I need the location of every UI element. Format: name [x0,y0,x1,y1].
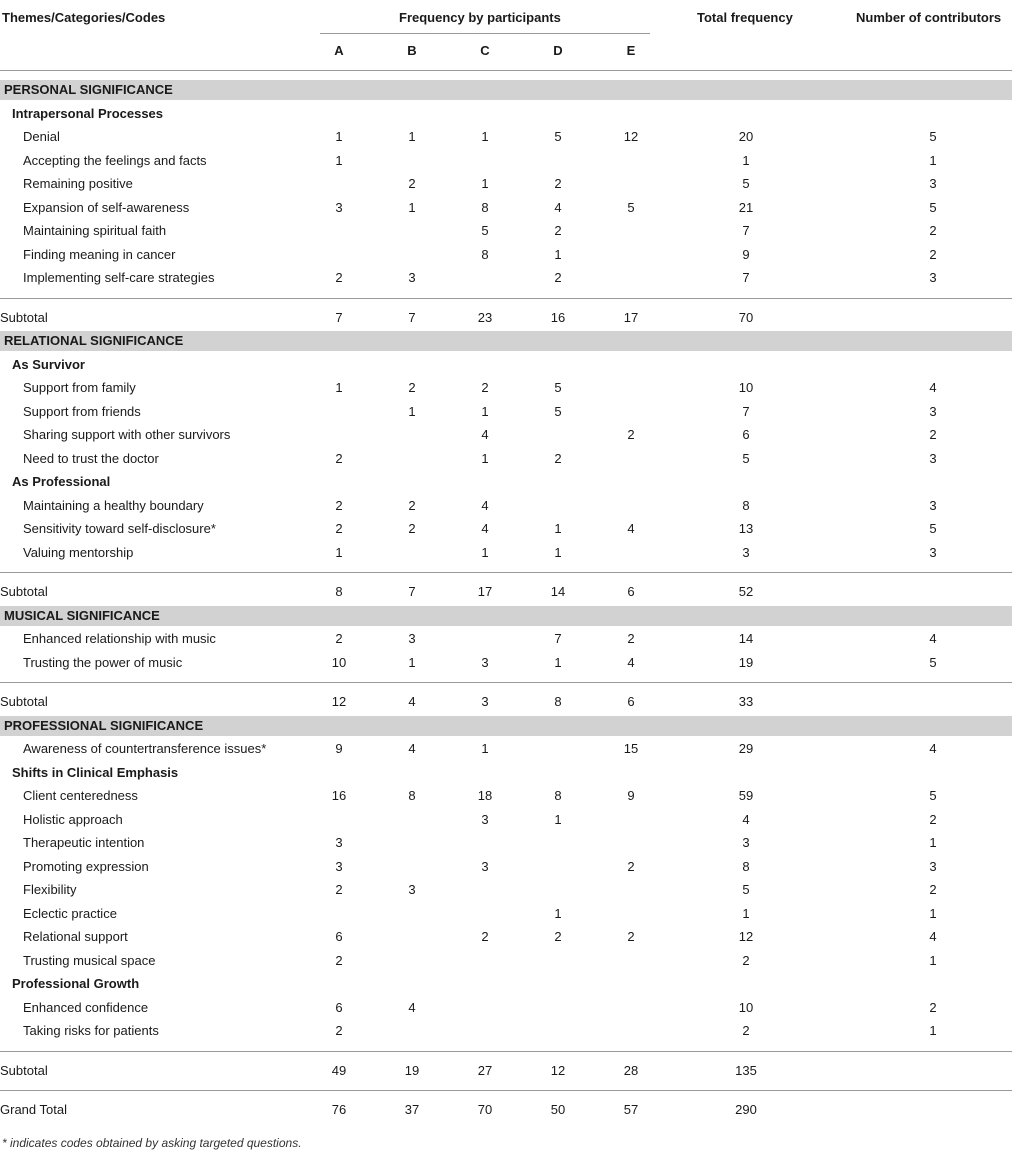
cell-a: 49 [331,1062,347,1078]
cell-contrib: 5 [929,788,937,803]
subtotal-rule [0,298,1012,299]
code-row-label: Eclectic practice [23,905,117,921]
cell-total: 5 [742,176,750,191]
code-row-label: Support from friends [23,403,141,419]
theme-label: MUSICAL SIGNIFICANCE [4,607,160,623]
cell-d: 1 [554,905,562,921]
cell-contrib: 5 [929,654,937,670]
cell-b: 8 [408,788,416,803]
cell-total: 3 [742,835,750,850]
category-label: Professional Growth [12,976,140,991]
code-row-label: Sharing support with other survivors [23,427,231,442]
code-row-label: Finding meaning in cancer [23,246,176,262]
code-row-label: Denial [23,129,60,144]
cell-e: 17 [623,309,639,325]
cell-contrib: 2 [929,223,937,238]
cell-contrib: 3 [929,176,937,191]
code-row-label: Valuing mentorship [23,544,134,560]
cell-c: 8 [481,199,489,215]
cell-contrib: 5 [929,129,937,144]
cell-total: 59 [738,788,754,803]
theme-label: PERSONAL SIGNIFICANCE [4,82,173,97]
subtotal-rule [0,1051,1012,1052]
cell-total: 13 [738,521,754,536]
grand-total-row-label: Grand Total [0,1102,67,1117]
cell-e: 57 [623,1102,639,1117]
cell-a: 2 [335,882,343,897]
code-row-label: Maintaining a healthy boundary [23,497,204,513]
category-label: Intrapersonal Processes [12,105,164,121]
cell-b: 2 [408,521,416,536]
code-row-label: Implementing self-care strategies [23,270,215,285]
cell-d: 8 [554,694,562,709]
cell-e: 4 [627,654,635,670]
col-header-d: D [553,43,563,58]
cell-contrib: 2 [929,427,937,442]
subtotal-rule [0,682,1012,683]
header-rule [0,70,1012,71]
cell-total: 10 [738,999,754,1015]
code-row-label: Enhanced relationship with music [23,631,216,646]
cell-a: 76 [331,1102,347,1117]
cell-total: 7 [742,403,750,419]
col-header-contributors: Number of contributors [856,10,1002,25]
cell-a: 2 [335,497,343,513]
footnote: * indicates codes obtained by asking targeted questions. [2,1136,302,1150]
cell-total: 6 [742,427,750,442]
cell-d: 2 [554,176,562,191]
code-row-label: Flexibility [23,882,77,897]
code-row-label: Remaining positive [23,176,133,191]
cell-d: 5 [554,403,562,419]
cell-d: 5 [554,380,562,395]
col-header-total: Total frequency [697,10,793,25]
cell-d: 4 [554,199,562,215]
cell-contrib: 1 [929,952,937,968]
cell-c: 1 [481,450,489,466]
cell-d: 1 [554,544,562,560]
cell-contrib: 1 [929,835,937,850]
cell-c: 3 [481,858,489,874]
cell-contrib: 2 [929,882,937,897]
code-row-label: Sensitivity toward self-disclosure* [23,521,216,536]
cell-contrib: 3 [929,450,937,466]
cell-total: 8 [742,497,750,513]
cell-a: 8 [335,584,343,599]
cell-contrib: 3 [929,858,937,874]
cell-b: 37 [404,1102,420,1117]
cell-total: 14 [738,631,754,646]
cell-total: 3 [742,544,750,560]
col-header-frequency: Frequency by participants [399,10,561,25]
cell-contrib: 5 [929,199,937,215]
cell-b: 3 [408,882,416,897]
category-label: As Survivor [12,356,85,372]
cell-total: 19 [738,654,754,670]
col-header-e: E [626,43,636,58]
cell-b: 2 [408,497,416,513]
cell-e: 6 [627,584,635,599]
cell-b: 2 [408,176,416,191]
cell-contrib: 3 [929,544,937,560]
cell-b: 4 [408,694,416,709]
header-span-rule [320,33,650,34]
cell-total: 290 [735,1102,757,1117]
cell-contrib: 4 [929,380,937,395]
theme-row [0,80,1012,100]
cell-d: 12 [550,1062,566,1078]
category-label: Shifts in Clinical Emphasis [12,764,179,780]
cell-e: 5 [627,199,635,215]
cell-d: 5 [554,129,562,144]
cell-contrib: 3 [929,403,937,419]
cell-c: 8 [481,246,489,262]
cell-e: 2 [627,858,635,874]
cell-b: 7 [408,309,416,325]
cell-contrib: 3 [929,270,937,285]
cell-c: 1 [481,176,489,191]
cell-total: 20 [738,129,754,144]
cell-total: 10 [738,380,754,395]
cell-d: 16 [550,309,566,325]
cell-c: 3 [481,811,489,827]
cell-a: 3 [335,858,343,874]
cell-d: 2 [554,223,562,238]
cell-contrib: 2 [929,811,937,827]
cell-b: 4 [408,741,416,756]
code-row-label: Need to trust the doctor [23,450,159,466]
cell-contrib: 1 [929,1023,937,1038]
cell-d: 50 [550,1102,566,1117]
cell-total: 52 [738,584,754,599]
subtotal-row-label: Subtotal [0,1062,48,1078]
cell-total: 12 [738,929,754,944]
cell-b: 1 [408,654,416,670]
code-row-label: Accepting the feelings and facts [23,152,207,168]
cell-contrib: 3 [929,497,937,513]
code-row-label: Holistic approach [23,811,123,827]
cell-b: 3 [408,631,416,646]
cell-e: 2 [627,631,635,646]
cell-contrib: 4 [929,741,937,756]
cell-c: 1 [481,544,489,560]
cell-c: 70 [477,1102,493,1117]
code-row-label: Expansion of self-awareness [23,199,190,215]
cell-total: 5 [742,450,750,466]
cell-a: 1 [335,152,343,168]
cell-total: 29 [738,741,754,756]
cell-a: 1 [335,129,343,144]
code-row-label: Trusting the power of music [23,654,183,670]
code-row-label: Support from family [23,380,136,395]
cell-d: 7 [554,631,562,646]
cell-total: 4 [742,811,750,827]
theme-label: RELATIONAL SIGNIFICANCE [4,333,184,348]
cell-c: 4 [481,521,489,536]
cell-a: 6 [335,929,343,944]
code-row-label: Enhanced confidence [23,999,149,1015]
code-row-label: Therapeutic intention [23,835,145,850]
cell-d: 2 [554,450,562,466]
cell-e: 2 [627,427,635,442]
cell-d: 8 [554,788,562,803]
cell-a: 2 [335,631,343,646]
subtotal-row-label: Subtotal [0,694,48,709]
cell-e: 4 [627,521,635,536]
cell-b: 1 [408,129,416,144]
cell-c: 18 [477,788,493,803]
cell-a: 1 [335,380,343,395]
cell-contrib: 2 [929,246,937,262]
cell-a: 9 [335,741,343,756]
cell-total: 135 [735,1062,757,1078]
cell-c: 27 [477,1062,493,1078]
cell-d: 2 [554,929,562,944]
cell-a: 10 [331,654,347,670]
theme-row [0,331,1012,351]
subtotal-row-label: Subtotal [0,309,48,325]
code-row-label: Promoting expression [23,858,149,874]
subtotal-row-label: Subtotal [0,584,48,599]
cell-a: 2 [335,450,343,466]
cell-a: 3 [335,199,343,215]
cell-b: 1 [408,403,416,419]
cell-total: 9 [742,246,750,262]
code-row-label: Client centeredness [23,788,138,803]
cell-e: 6 [627,694,635,709]
cell-d: 2 [554,270,562,285]
cell-d: 1 [554,654,562,670]
theme-label: PROFESSIONAL SIGNIFICANCE [4,717,204,733]
cell-contrib: 5 [929,521,937,536]
cell-total: 2 [742,952,750,968]
cell-total: 1 [742,905,750,921]
cell-a: 3 [335,835,343,850]
code-row-label: Taking risks for patients [23,1023,159,1038]
cell-c: 4 [481,497,489,513]
cell-a: 16 [331,788,347,803]
cell-a: 6 [335,999,343,1015]
cell-c: 5 [481,223,489,238]
code-row-label: Maintaining spiritual faith [23,223,167,238]
cell-b: 3 [408,270,416,285]
cell-total: 21 [738,199,754,215]
theme-row [0,716,1012,736]
cell-c: 1 [481,129,489,144]
theme-row [0,606,1012,626]
cell-a: 12 [331,694,347,709]
cell-e: 28 [623,1062,639,1078]
cell-d: 1 [554,811,562,827]
cell-b: 7 [408,584,416,599]
cell-total: 2 [742,1023,750,1038]
cell-a: 7 [335,309,343,325]
cell-d: 14 [550,584,566,599]
cell-a: 2 [335,952,343,968]
code-row-label: Awareness of countertransference issues* [23,741,267,756]
cell-e: 12 [623,129,639,144]
cell-total: 5 [742,882,750,897]
cell-total: 7 [742,223,750,238]
cell-c: 1 [481,403,489,419]
cell-contrib: 4 [929,929,937,944]
cell-c: 4 [481,427,489,442]
subtotal-rule [0,572,1012,573]
col-header-b: B [407,43,417,58]
cell-c: 2 [481,929,489,944]
cell-c: 3 [481,694,489,709]
subtotal-rule [0,1090,1012,1091]
cell-contrib: 2 [929,999,937,1015]
code-row-label: Relational support [23,929,128,944]
cell-a: 2 [335,1023,343,1038]
cell-b: 4 [408,999,416,1015]
cell-c: 1 [481,741,489,756]
cell-total: 70 [738,309,754,325]
cell-a: 2 [335,521,343,536]
col-header-themes: Themes/Categories/Codes [2,10,166,25]
cell-total: 7 [742,270,750,285]
cell-e: 15 [623,741,639,756]
cell-total: 8 [742,858,750,874]
cell-contrib: 4 [929,631,937,646]
cell-b: 1 [408,199,416,215]
cell-total: 1 [742,152,750,168]
cell-contrib: 1 [929,152,937,168]
cell-c: 3 [481,654,489,670]
code-row-label: Trusting musical space [23,952,156,968]
cell-d: 1 [554,521,562,536]
cell-c: 23 [477,309,493,325]
cell-c: 17 [477,584,493,599]
cell-total: 33 [738,694,754,709]
col-header-a: A [334,43,344,58]
cell-contrib: 1 [929,905,937,921]
cell-a: 1 [335,544,343,560]
cell-b: 2 [408,380,416,395]
cell-c: 2 [481,380,489,395]
cell-b: 19 [404,1062,420,1078]
cell-a: 2 [335,270,343,285]
cell-e: 2 [627,929,635,944]
cell-d: 1 [554,246,562,262]
cell-e: 9 [627,788,635,803]
col-header-c: C [480,43,490,58]
category-label: As Professional [12,474,111,489]
